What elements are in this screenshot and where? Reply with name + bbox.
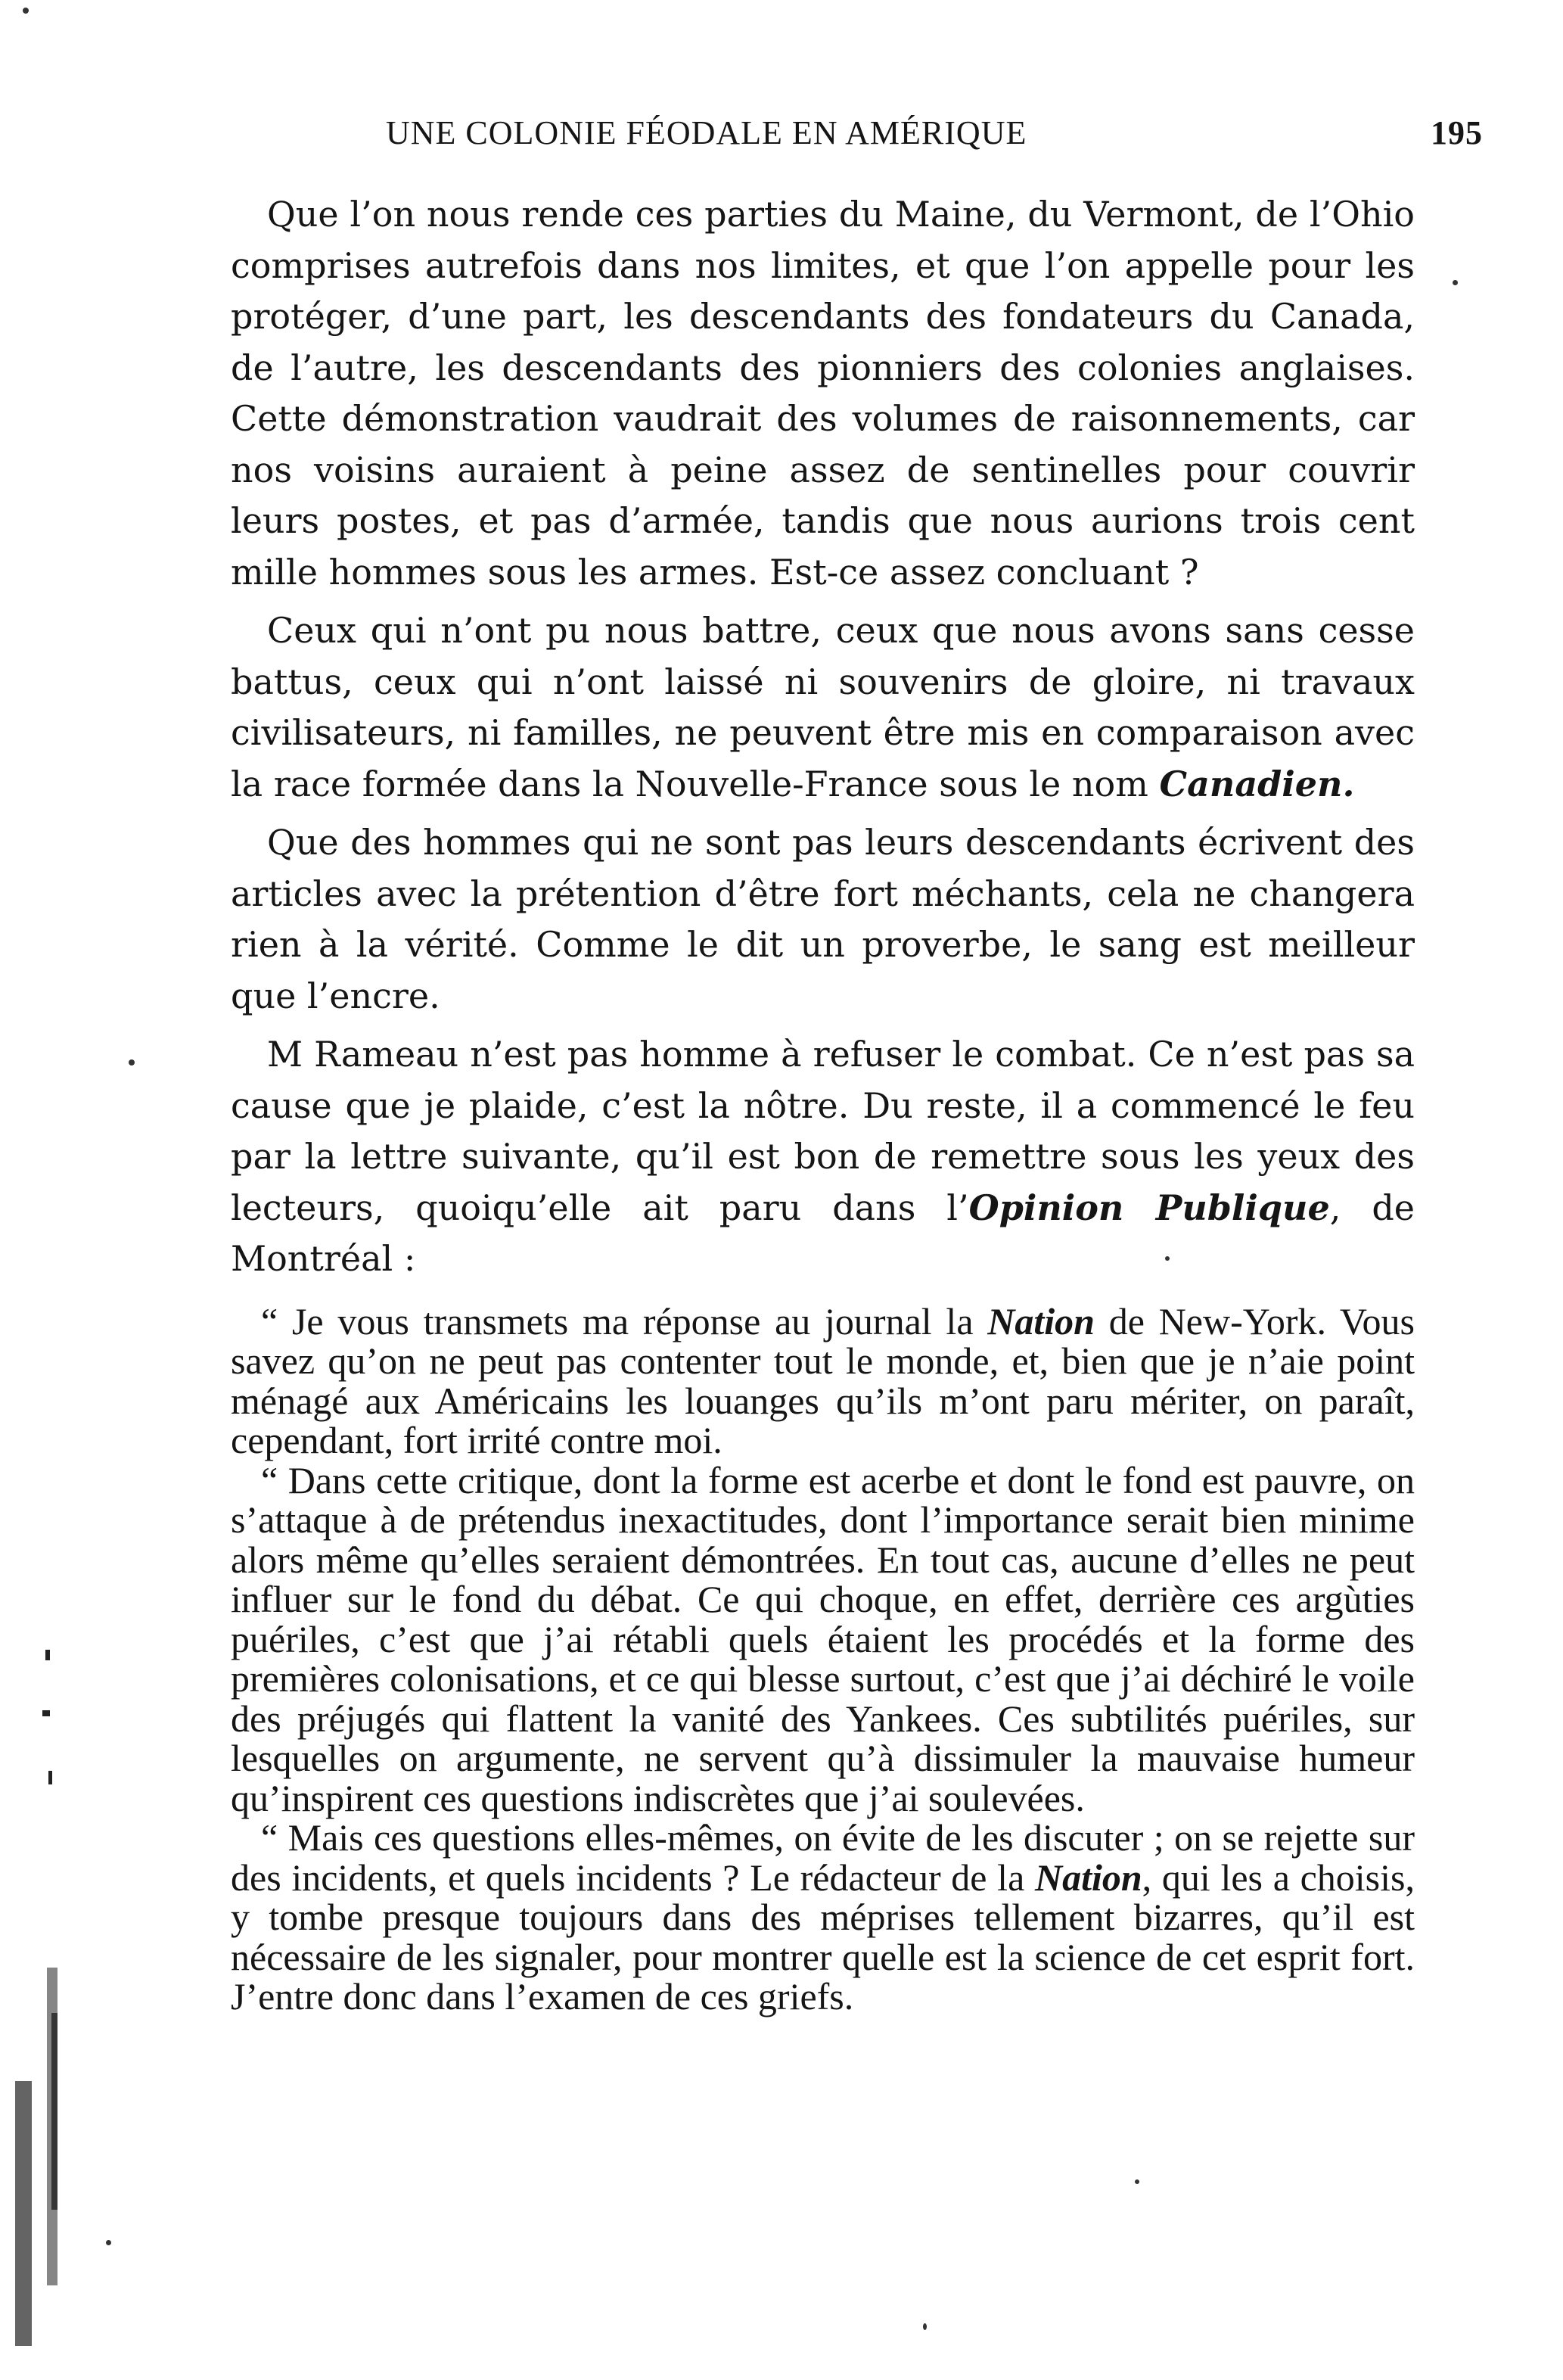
paragraph-2-italic: Canadien. [1159,763,1355,804]
running-title: UNE COLONIE FÉODALE EN AMÉRIQUE [386,114,1027,151]
quote-1-tail: de New-York. Vous savez qu’on ne peut pas contenter tout le monde, et, bien que je n’aie point ménagé aux Américains les louanges qu’ils m’ont paru mériter, on paraît, cependant, fort irrité contre moi. [231,1299,1415,1461]
paragraph-1 [231,189,1415,598]
paragraph-2-text: Ceux qui n’ont pu nous battre, ceux que nous avons sans cesse battus, ceux qui n’ont laissé ni souvenirs de gloire, ni travaux civilisateurs, ni familles, ne peuvent être mis en comparaison avec la race formée dans la Nouvelle-France sous le nom [231,610,1415,804]
paragraph-4-italic: Opinion Publique [968,1187,1330,1228]
ink-speck [1135,2179,1139,2184]
quote-1-text: “ Je vous transmets ma réponse au journal la [261,1299,988,1342]
body-text [231,189,1415,2017]
paragraph-4-text: M Rameau n’est pas homme à refuser le combat. Ce n’est pas sa cause que je plaide, c’est la nôtre. Du reste, il a commencé le feu par la lettre suivante, qu’il est bon de remettre sous les yeux des lecteurs, quoiqu’elle ait paru dans l’ [231,1034,1415,1228]
ink-speck [129,1059,135,1066]
quote-paragraph-3 [231,1818,1415,2017]
ink-speck [923,2323,927,2330]
quote-paragraph-1 [231,1299,1415,1461]
paragraph-3-text: Que des hommes qui ne sont pas leurs descendants écrivent des articles avec la prétention d’être fort méchants, cela ne changera rien à la vérité. Comme le dit un proverbe, le sang est meilleur que l’encre. [231,822,1415,1016]
quote-3-italic: Nation [1034,1856,1142,1899]
page-number: 195 [1431,114,1483,151]
scan-edge-artifacts [15,1286,61,2346]
quoted-letter [231,1299,1415,2018]
paragraph-2 [231,605,1415,810]
ink-speck [1165,1256,1170,1261]
ink-speck [23,8,29,14]
paragraph-1-text: Que l’on nous rende ces parties du Maine, du Vermont, de l’Ohio comprises autrefois dans nos limites, et que l’on appelle pour les protéger, d’une part, les descendants des fondateurs du Canada, de l’autre, les descendants des pionniers des colonies anglaises. Cette démonstration vaudrait des volumes de raisonnements, car nos voisins auraient à peine assez de sentinelles pour couvrir leurs postes, et pas d’armée, tandis que nous aurions trois cent mille hommes sous les armes. Est-ce assez concluant ? [231,194,1415,593]
ink-speck [1453,280,1458,285]
quote-1-italic: Nation [987,1299,1095,1342]
quote-3-text: “ Mais ces questions elles-mêmes, on évite de les discuter ; on se rejette sur des incidents, et quels incidents ? Le rédacteur de la [231,1816,1415,1899]
paragraph-4-tail: , de Montréal : [231,1187,1415,1279]
paragraph-3 [231,817,1415,1022]
quote-paragraph-2 [231,1458,1415,1819]
quote-2-text: “ Dans cette critique, dont la forme est acerbe et dont le fond est pauvre, on s’attaque à de prétendus inexactitudes, dont l’importance serait bien minime alors même qu’elles seraient démontrées. En tout cas, aucune d’elles ne peut influer sur le fond du débat. Ce qui choque, en effet, derrière ces argùties puériles, c’est que j’ai rétabli quels étaient les procédés et la forme des premières colonisations, et ce qui blesse surtout, c’est que j’ai déchiré le voile des préjugés qui flattent la vanité des Yankees. Ces subtilités puériles, sur lesquelles on argumente, ne servent qu’à dissimuler la mauvaise humeur qu’inspirent ces questions indiscrètes que j’ai soulevées. [231,1458,1415,1819]
quote-3-tail: , qui les a choisis, y tombe presque toujours dans des méprises tellement bizarres, qu’il est nécessaire de les signaler, pour montrer quelle est la science de cet esprit fort. J’entre donc dans l’examen de ces griefs. [231,1856,1415,2018]
running-head [235,114,1483,166]
paragraph-4 [231,1029,1415,1285]
ink-speck [106,2240,111,2245]
